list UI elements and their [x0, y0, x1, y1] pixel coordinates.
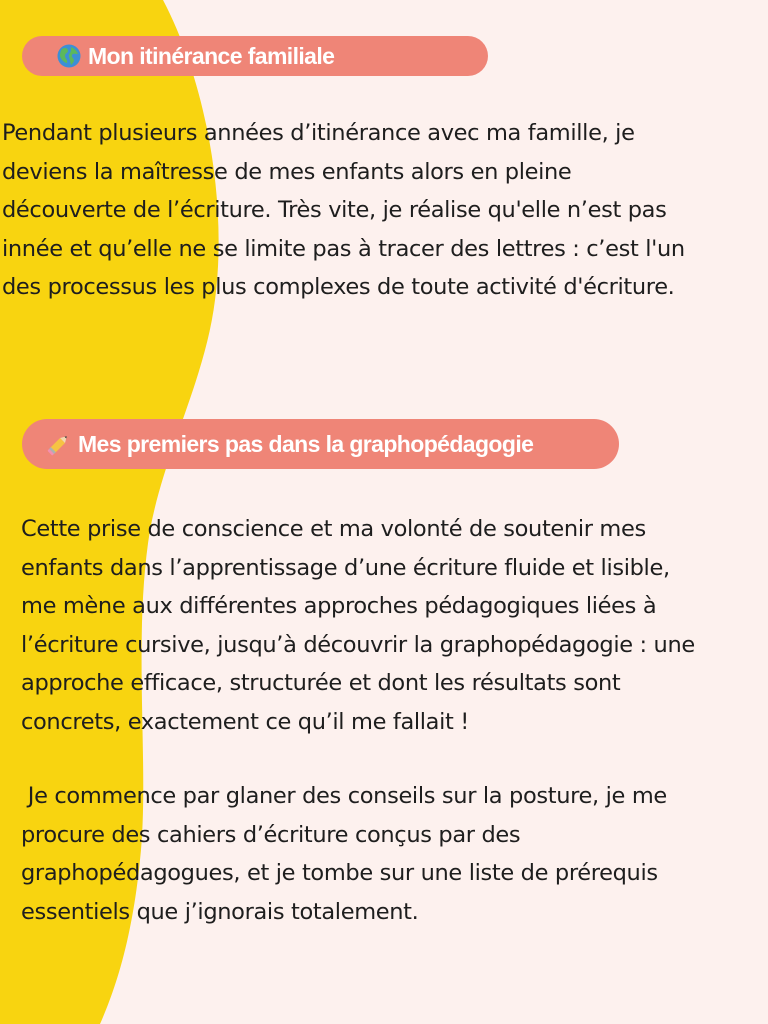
- text-line: des processus les plus complexes de toute activité d'écriture.: [2, 274, 675, 300]
- section-title-itinerance: [22, 36, 488, 76]
- text-line: concrets, exactement ce qu’il me fallait !: [21, 708, 469, 735]
- section-title-text: Mes premiers pas dans la graphopédagogie: [78, 430, 534, 457]
- text-line: procure des cahiers d’écriture conçus par des: [21, 821, 521, 848]
- paragraph-itinerance: [2, 114, 685, 307]
- pencil-icon: [46, 431, 72, 457]
- globe-icon: [56, 43, 82, 69]
- text-line: enfants dans l’apprentissage d’une écriture fluide et lisible,: [21, 554, 670, 581]
- text-line: Je commence par glaner des conseils sur la posture, je me: [21, 783, 667, 809]
- section-title-text: Mon itinérance familiale: [88, 42, 335, 69]
- paragraph-premiers-pas: [21, 777, 667, 931]
- text-line: découverte de l’écriture. Très vite, je réalise qu'elle n’est pas: [2, 197, 667, 223]
- text-line: deviens la maîtresse de mes enfants alors en pleine: [2, 158, 572, 185]
- paragraph-prise-de-conscience: [21, 510, 695, 741]
- text-line: approche efficace, structurée et dont les résultats sont: [21, 670, 621, 696]
- text-line: Cette prise de conscience et ma volonté de soutenir mes: [21, 516, 646, 542]
- text-line: Pendant plusieurs années d’itinérance avec ma famille, je: [2, 120, 635, 146]
- text-line: innée et qu’elle ne se limite pas à tracer des lettres : c’est l'un: [2, 235, 685, 262]
- section-title-graphopedagogie: [22, 419, 619, 469]
- text-line: graphopédagogues, et je tombe sur une liste de prérequis: [21, 860, 658, 886]
- text-line: l’écriture cursive, jusqu’à découvrir la graphopédagogie : une: [21, 631, 695, 658]
- text-line: essentiels que j’ignorais totalement.: [21, 898, 419, 925]
- text-line: me mène aux différentes approches pédagogiques liées à: [21, 593, 657, 619]
